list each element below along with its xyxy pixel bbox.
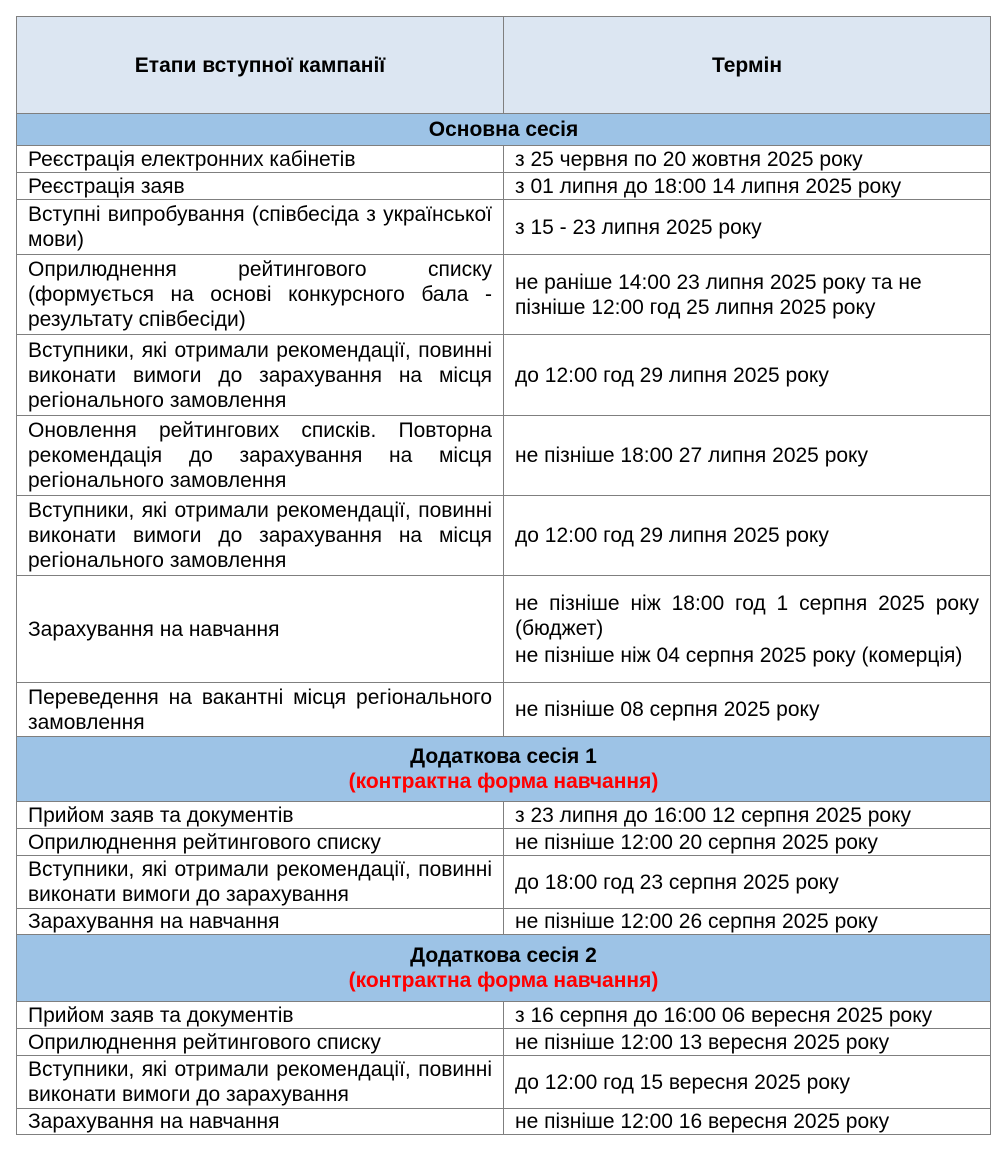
- table-row: [17, 1056, 991, 1109]
- term-cell: до 12:00 год 29 липня 2025 року: [504, 335, 991, 416]
- section-extra1-subtitle: (контрактна форма навчання): [348, 770, 659, 793]
- section-extra1-title-cell: [17, 737, 991, 802]
- term-cell: не пізніше 12:00 13 вересня 2025 року: [504, 1029, 991, 1056]
- table-row: [17, 496, 991, 576]
- term-cell: до 18:00 год 23 серпня 2025 року: [504, 856, 991, 909]
- stage-cell: Реєстрація заяв: [17, 173, 504, 200]
- stage-cell: Зарахування на навчання: [17, 909, 504, 935]
- term-cell: не пізніше 12:00 26 серпня 2025 року: [504, 909, 991, 935]
- term-cell: до 12:00 год 15 вересня 2025 року: [504, 1056, 991, 1109]
- term-budget: не пізніше ніж 18:00 год 1 серпня 2025 року (бюджет): [515, 591, 979, 640]
- term-cell: з 01 липня до 18:00 14 липня 2025 року: [504, 173, 991, 200]
- term-cell: з 15 - 23 липня 2025 року: [504, 200, 991, 255]
- section-extra1-title: Додаткова сесія 1: [410, 745, 597, 768]
- stage-cell: Вступники, які отримали рекомендації, повинні виконати вимоги до зарахування на місця регіонального замовлення: [17, 496, 504, 576]
- stage-cell: Оприлюднення рейтингового списку (формується на основі конкурсного бала - результату співбесіди): [17, 255, 504, 335]
- table-row: [17, 829, 991, 856]
- section-extra2-title: Додаткова сесія 2: [410, 944, 597, 967]
- term-cell: не раніше 14:00 23 липня 2025 року та не пізніше 12:00 год 25 липня 2025 року: [504, 255, 991, 335]
- table-row: [17, 802, 991, 829]
- stage-cell: Вступні випробування (співбесіда з української мови): [17, 200, 504, 255]
- term-cell: не пізніше 12:00 20 серпня 2025 року: [504, 829, 991, 856]
- table-row: [17, 416, 991, 496]
- stage-cell: Прийом заяв та документів: [17, 1002, 504, 1029]
- stage-cell: Реєстрація електронних кабінетів: [17, 146, 504, 173]
- section-main-title: Основна сесія: [17, 114, 991, 146]
- section-extra2-header: [17, 935, 991, 1002]
- term-cell: не пізніше 12:00 16 вересня 2025 року: [504, 1109, 991, 1135]
- stage-cell: Вступники, які отримали рекомендації, повинні виконати вимоги до зарахування: [17, 856, 504, 909]
- term-commercial: не пізніше ніж 04 серпня 2025 року (комерція): [515, 643, 963, 667]
- table-row: [17, 335, 991, 416]
- stage-cell: Оприлюднення рейтингового списку: [17, 1029, 504, 1056]
- table-row: [17, 200, 991, 255]
- table-header-row: [17, 17, 991, 114]
- table-row: [17, 255, 991, 335]
- header-term: Термін: [504, 17, 991, 114]
- section-extra1-header: [17, 737, 991, 802]
- table-row: [17, 1002, 991, 1029]
- term-cell: не пізніше 08 серпня 2025 року: [504, 683, 991, 737]
- term-cell: з 23 липня до 16:00 12 серпня 2025 року: [504, 802, 991, 829]
- table-row: [17, 146, 991, 173]
- term-cell: [504, 576, 991, 683]
- section-extra2-title-cell: [17, 935, 991, 1002]
- stage-cell: Вступники, які отримали рекомендації, повинні виконати вимоги до зарахування: [17, 1056, 504, 1109]
- stage-cell: Прийом заяв та документів: [17, 802, 504, 829]
- table-row: [17, 576, 991, 683]
- header-stages: Етапи вступної кампанії: [17, 17, 504, 114]
- term-cell: не пізніше 18:00 27 липня 2025 року: [504, 416, 991, 496]
- admission-schedule-table: [16, 16, 991, 1135]
- term-cell: з 25 червня по 20 жовтня 2025 року: [504, 146, 991, 173]
- section-extra2-subtitle: (контрактна форма навчання): [348, 969, 659, 992]
- stage-cell: Зарахування на навчання: [17, 576, 504, 683]
- table-row: [17, 1109, 991, 1135]
- section-main-header: [17, 114, 991, 146]
- stage-cell: Оприлюднення рейтингового списку: [17, 829, 504, 856]
- term-cell: до 12:00 год 29 липня 2025 року: [504, 496, 991, 576]
- stage-cell: Переведення на вакантні місця регіонального замовлення: [17, 683, 504, 737]
- term-cell: з 16 серпня до 16:00 06 вересня 2025 року: [504, 1002, 991, 1029]
- table-row: [17, 1029, 991, 1056]
- stage-cell: Оновлення рейтингових списків. Повторна рекомендація до зарахування на місця регіонального замовлення: [17, 416, 504, 496]
- stage-cell: Зарахування на навчання: [17, 1109, 504, 1135]
- table-row: [17, 683, 991, 737]
- table-row: [17, 173, 991, 200]
- table-row: [17, 909, 991, 935]
- table-row: [17, 856, 991, 909]
- stage-cell: Вступники, які отримали рекомендації, повинні виконати вимоги до зарахування на місця регіонального замовлення: [17, 335, 504, 416]
